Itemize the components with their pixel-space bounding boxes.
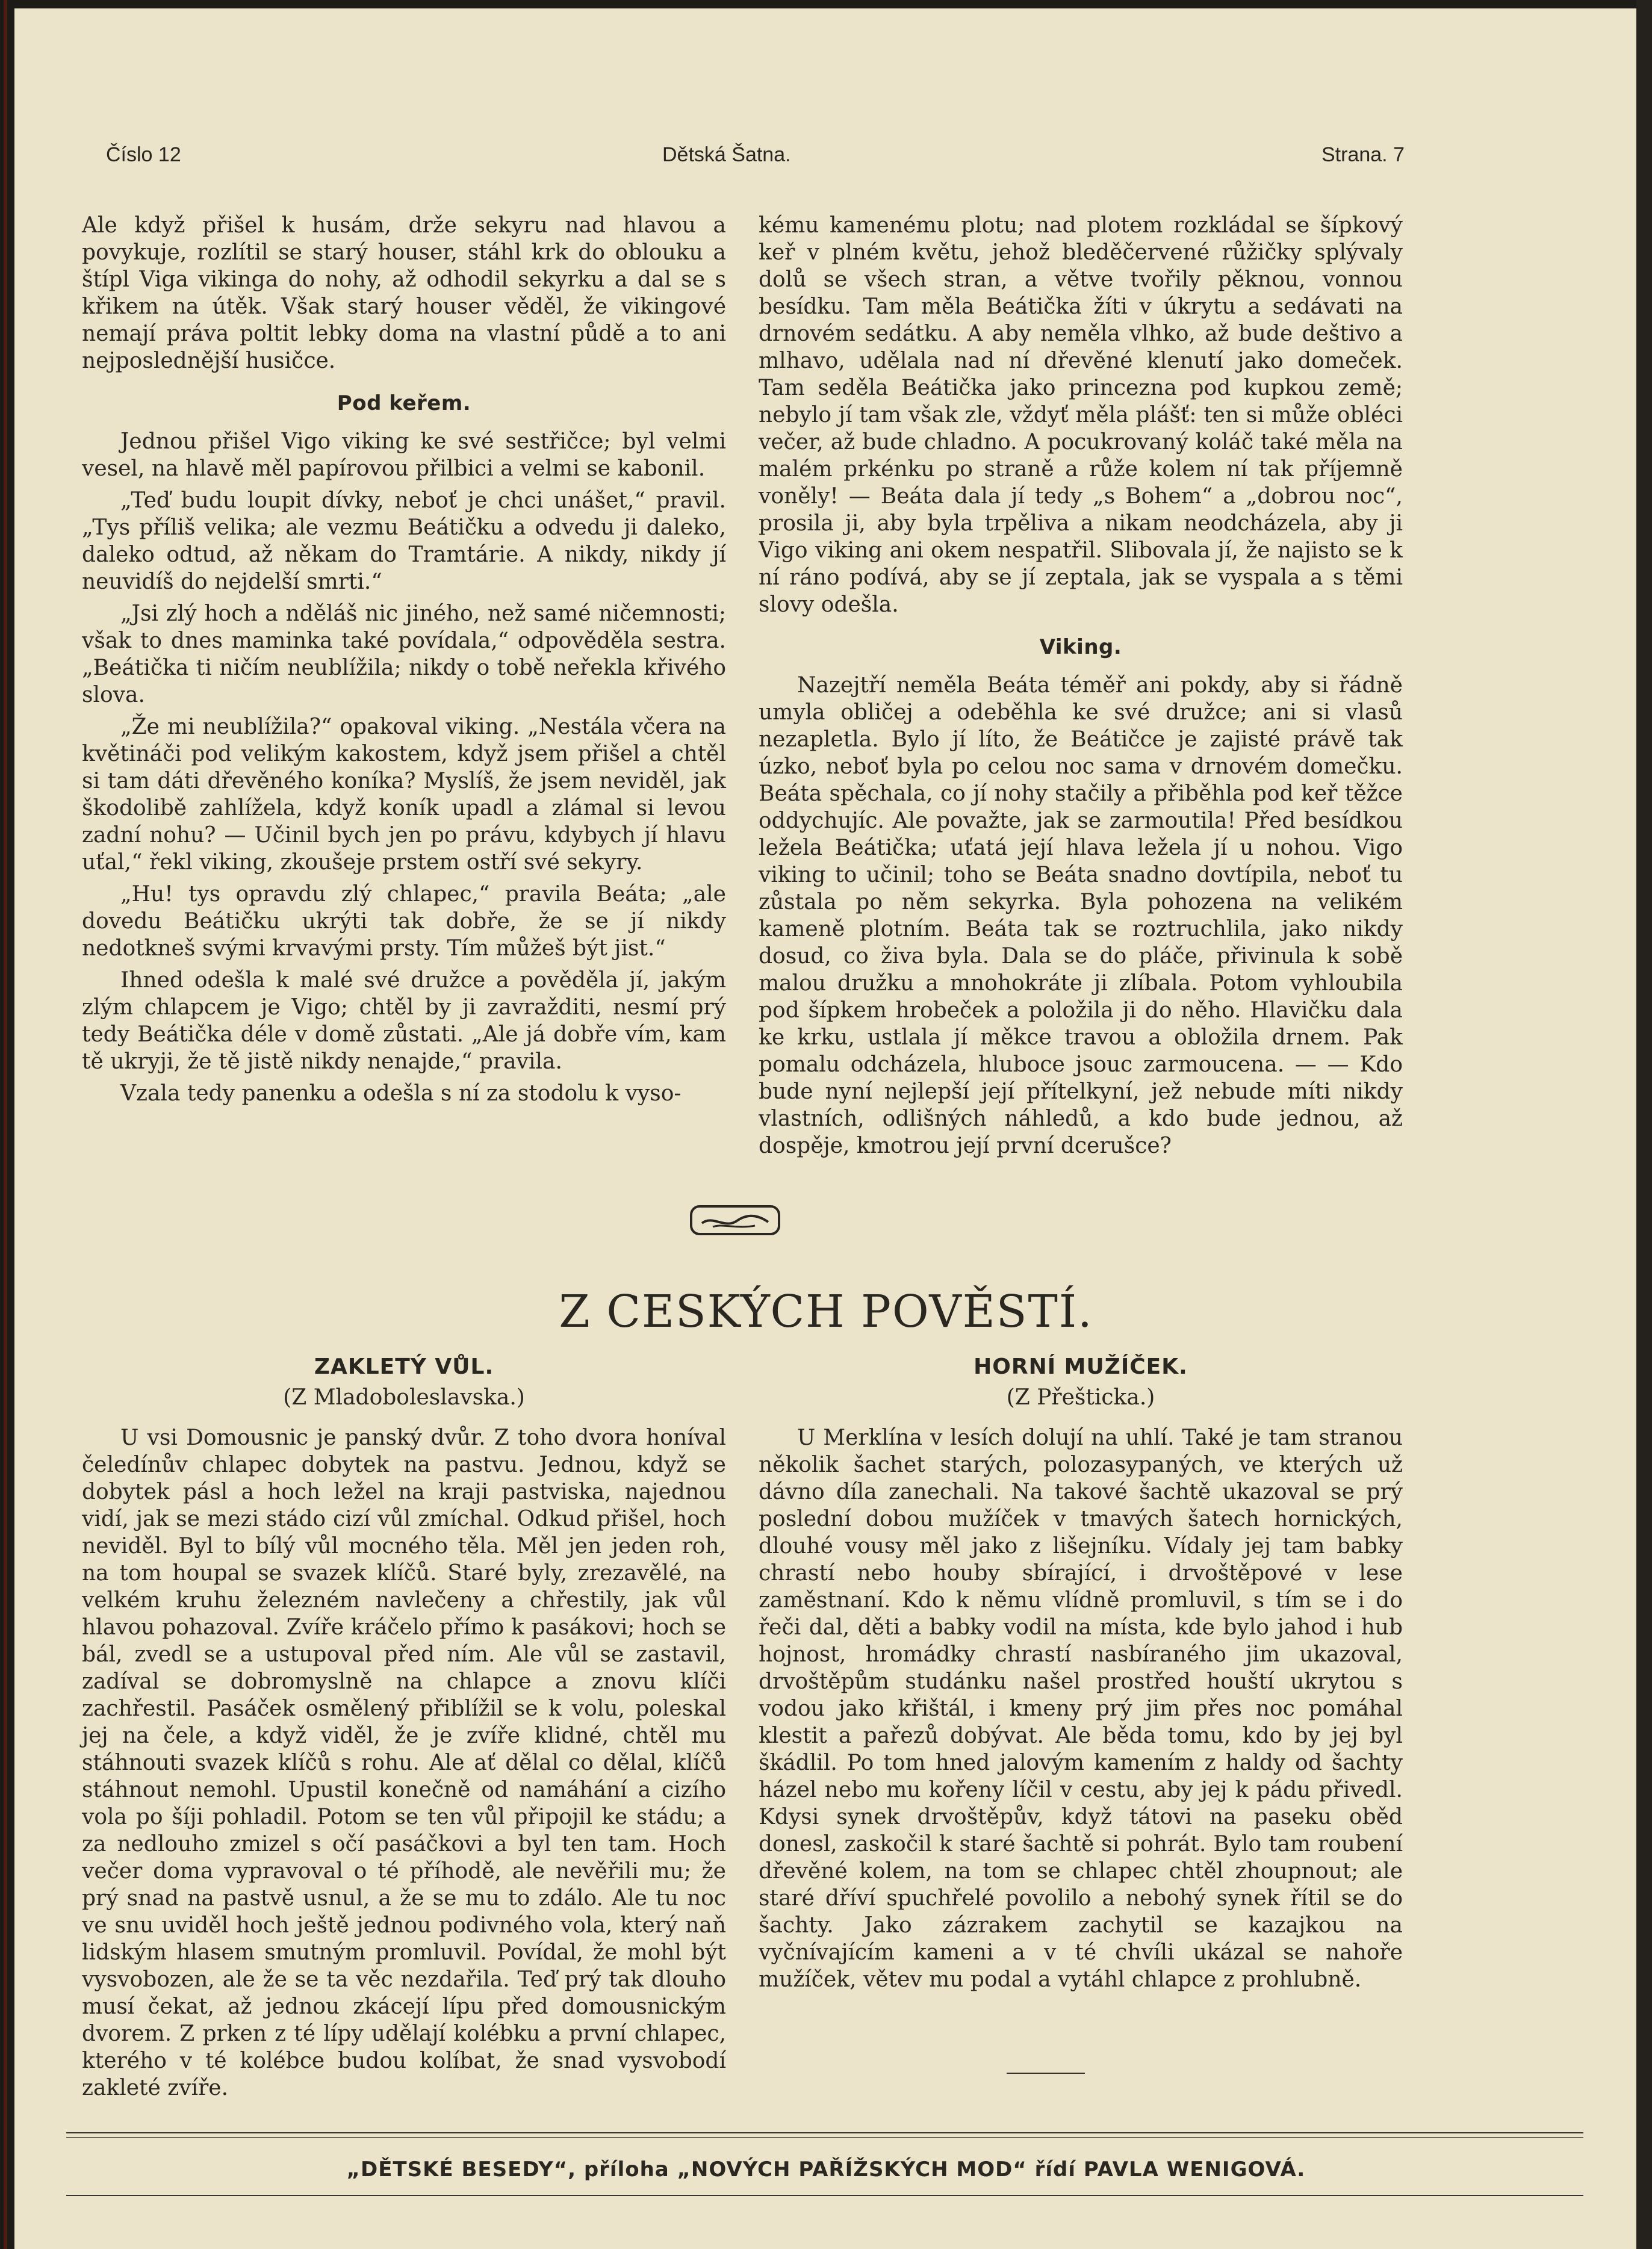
main-title: Z CESKÝCH POVĚSTÍ. bbox=[559, 1286, 1093, 1338]
section-heading-viking: Viking. bbox=[1039, 635, 1122, 659]
footer-rule-bottom bbox=[66, 2195, 1583, 2196]
paragraph: kému kamenému plotu; nad plotem rozkládal se šípkový keř v plném květu, jehož bleděčervené růžičky splývaly dolů se všech stran, a větve tvořily pěknou, vonnou besídku. Tam měla Beátička žíti v úkrytu a sedávati na drnovém sedátku. A aby neměla vlhko, až bude deštivo a mlhavo, udělala nad ní dřevěné klenutí jako domeček. Tam seděla Beátička jako princezna pod kupkou země; nebylo jí tam však zle, vždyť měla plášť: ten si může obléci večer, až bude chladno. A pocukrovaný koláč také měla na malém prkénku po straně a růže kolem ní tak příjemně voněly! — Beáta dala jí tedy „s Bohem“ a „dobrou noc“, prosila ji, aby byla trpěliva a nikam neodcházela, aby ji Vigo viking ani okem nespatřil. Slibovala jí, že najisto se k ní ráno podívá, aby se jí zeptala, jak se vyspala a s těmi slovy odešla. bbox=[759, 213, 1403, 617]
column-left-top bbox=[82, 212, 726, 1112]
story-origin: (Z Mladoboleslavska.) bbox=[283, 1385, 525, 1410]
paragraph: Jednou přišel Vigo viking ke své sestřičce; byl velmi vesel, na hlavě měl papírovou přilbici a velmi se kabonil. bbox=[82, 429, 726, 481]
paragraph: Vzala tedy panenku a odešla s ní za stodolu k vyso- bbox=[120, 1081, 682, 1106]
paragraph: „Hu! tys opravdu zlý chlapec,“ pravila Beáta; „ale dovedu Beátičku ukrýti tak dobře, že se jí nikdy nedotkneš svými krvavými prsty. Tím můžeš být jist.“ bbox=[82, 882, 726, 961]
paragraph: Ihned odešla k malé své družce a pověděla jí, jakým zlým chlapcem je Vigo; chtěl by ji zavražditi, nesmí prý tedy Beátička déle v domě zůstati. „Ale já dobře vím, kam tě ukryji, že tě jistě nikdy nenajde,“ pravila. bbox=[82, 968, 726, 1074]
paragraph: U vsi Domousnic je panský dvůr. Z toho dvora honíval čeledínův chlapec dobytek na pastvu. Jednou, když se dobytek pásl a hoch ležel na kraji pastviska, najednou vidí, jak se mezi stádo cizí vůl zmíchal. Odkud přišel, hoch neviděl. Byl to bílý vůl mocného těla. Měl jen jeden roh, na tom houpal se svazek klíčů. Staré byly, zrezavělé, na velkém kruhu železném navlečeny a chřestily, jak vůl hlavou pohazoval. Zvíře kráčelo přímo k pasákovi; hoch se bál, zvedl se a ustupoval před ním. Ale vůl se zastavil, zadíval se dobromyslně na chlapce a znovu klíči zachřestil. Pasáček osmělený přiblížil se k volu, poleskal jej na čele, a když viděl, že je zvíře klidné, chtěl mu stáhnouti svazek klíčů s rohu. Ale ať dělal co dělal, klíčů stáhnout nemohl. Upustil konečně od namáhání a cizího vola po šíji pohladil. Potom se ten vůl připojil ke stádu; a za nedlouho zmizel s očí pasáčkovi a byl ten tam. Hoch večer doma vypravoval o té příhodě, ale nevěřili mu; že prý snad na pastvě usnul, a že se mu to zdálo. Ale tu noc ve snu uviděl hoch ještě jednou podivného vola, který naň lidským hlasem smutným promluvil. Povídal, že mohl být vysvobozen, ale že se ta věc nezdařila. Teď prý tak dlouho musí čekat, až jednou zkácejí lípu před domousnickým dvorem. Z prken z té lípy udělají kolébku a první chlapec, kterého v té kolébce budou kolíbat, že snad vysvobodí zakleté zvíře. bbox=[82, 1425, 726, 2100]
story-zaklety-vul bbox=[82, 1352, 726, 2106]
issue-number: Číslo 12 bbox=[106, 143, 181, 166]
paragraph: „Že mi neublížila?“ opakoval viking. „Nestála včera na květináči pod velikým kakostem, když jsem přišel a chtěl si tam dáti dřevěného koníka? Myslíš, že jsem neviděl, jak škodolibě zahlížela, když koník upadl a zlámal si levou zadní nohu? — Učinil bych jen po právu, kdybych jí hlavu uťal,“ řekl viking, zkoušeje prstem ostří své sekyry. bbox=[82, 715, 726, 875]
paragraph: Ale když přišel k husám, drže sekyru nad hlavou a povykuje, rozlítil se starý houser, stáhl krk do oblouku a štípl Viga vikinga do nohy, až odhodil sekyrku a dal se s křikem na útěk. Však starý houser věděl, že vikingové nemají práva poltit lebky doma na vlastní půdě a to ani nejposlednější husičce. bbox=[82, 213, 726, 373]
magazine-title: Dětská Šatna. bbox=[662, 143, 791, 166]
scan-border-top bbox=[0, 0, 1652, 8]
paragraph: Nazejtří neměla Beáta téměř ani pokdy, aby si řádně umyla obličej a odeběhla ke své družce; ani si vlasů nezapletla. Bylo jí líto, že Beátičce je zajisté právě tak úzko, neboť byla po celou noc sama v drnovém domečku. Beáta spěchala, co jí nohy stačily a přiběhla pod keř těžce oddychujíc. Ale považte, jak se zarmoutila! Před besídkou ležela Beátička; uťatá její hlava ležela jí u nohou. Vigo viking to učinil; toho se Beáta snadno dovtípila, neboť tu zůstala po něm sekyrka. Byla pohozena na velikém kameně plotním. Beáta tak se roztruchlila, jako nikdy dosud, co živa byla. Dala se do pláče, přivinula k sobě malou družku a mnohokráte ji zlíbala. Potom vyhloubila pod šípkem hrobeček a položila ji do něho. Hlavičku dala ke krku, ustlala jí měkce travou a obložila drnem. Pak pomalu odcházela, hluboce jsouc zarmoucena. — — Kdo bude nyní nejlepší její přítelkyní, jež nebude míti nikdy vlastních, odlišných náhledů, a kdo bude jednou, až dospěje, kmotrou její první dcerušce? bbox=[759, 673, 1403, 1158]
end-rule bbox=[1007, 2073, 1085, 2074]
footer-rule-top bbox=[66, 2132, 1583, 2133]
column-right-top bbox=[759, 212, 1403, 1164]
paragraph: „Jsi zlý hoch a nděláš nic jiného, než samé ničemnosti; však to dnes maminka také povídala,“ odpověděla sestra. „Beátička ti ničím neublížila; nikdy o tobě neřekla křivého slova. bbox=[82, 601, 726, 707]
section-heading-pod-kerem: Pod keřem. bbox=[337, 391, 471, 415]
running-header bbox=[0, 143, 1652, 179]
paragraph: U Merklína v lesích dolují na uhlí. Také je tam stranou několik šachet starých, polozasypaných, ve kterých už dávno díla zanechali. Na takové šachtě ukazoval se prý poslední dobou mužíček v tmavých šatech hornických, dlouhé vousy měl jako z lišejníku. Vídaly jej tam babky chrastí nebo houby sbírající, i drvoštěpové v lese zaměstnaní. Kdo k němu vlídně promluvil, s tím se i do řeči dal, děti a babky vodil na místa, kde bylo jahod i hub hojnost, hromádky chrastí nasbíraného jim ukazoval, drvoštěpům studánku našel prostřed houští ukrytou s vodou jako křištál, i kmeny prý jim přes noc pomáhal klestit a pařezů dobývat. Ale běda tomu, kdo by jej byl škádlil. Po tom hned jalovým kamením z haldy od šachty házel nebo mu kořeny líčil v cestu, aby jej k pádu přivedl. Kdysi synek drvoštěpův, když tátovi na paseku oběd donesl, zaskočil k staré šachtě si pohrát. Bylo tam roubení dřevěné kolem, na tom se chlapec chtěl zhoupnout; ale staré dříví spuchřelé povolilo a nebohý synek řítil se do šachty. Jako zázrakem zachytil se kazajkou na vyčnívajícím kameni a v té chvíli ukázal se nahoře mužíček, větev mu podal a vytáhl chlapce z prohlubně. bbox=[759, 1425, 1403, 1992]
story-title: ZAKLETÝ VŮL. bbox=[314, 1354, 494, 1379]
page-number: Strana. 7 bbox=[1321, 143, 1405, 166]
story-title: HORNÍ MUŽÍČEK. bbox=[974, 1354, 1188, 1379]
story-horni-muzicek bbox=[759, 1352, 1403, 1998]
scan-border-right bbox=[1636, 0, 1652, 2249]
footer-rule-top-thin bbox=[66, 2137, 1583, 2138]
paragraph: „Teď budu loupit dívky, neboť je chci unášet,“ pravil. „Tys příliš velika; ale vezmu Beátičku a odvedu ji daleko, daleko odtud, až někam do Tramtárie. A nikdy, nikdy jí neuvidíš do nejdelší smrti.“ bbox=[82, 488, 726, 594]
footer-imprint: „DĚTSKÉ BESEDY“, příloha „NOVÝCH PAŘÍŽSKÝCH MOD“ řídí PAVLA WENIGOVÁ. bbox=[346, 2157, 1306, 2182]
story-origin: (Z Přešticka.) bbox=[1006, 1385, 1155, 1410]
scan-border-left bbox=[0, 0, 14, 2249]
ornament-divider-icon bbox=[689, 1203, 781, 1238]
